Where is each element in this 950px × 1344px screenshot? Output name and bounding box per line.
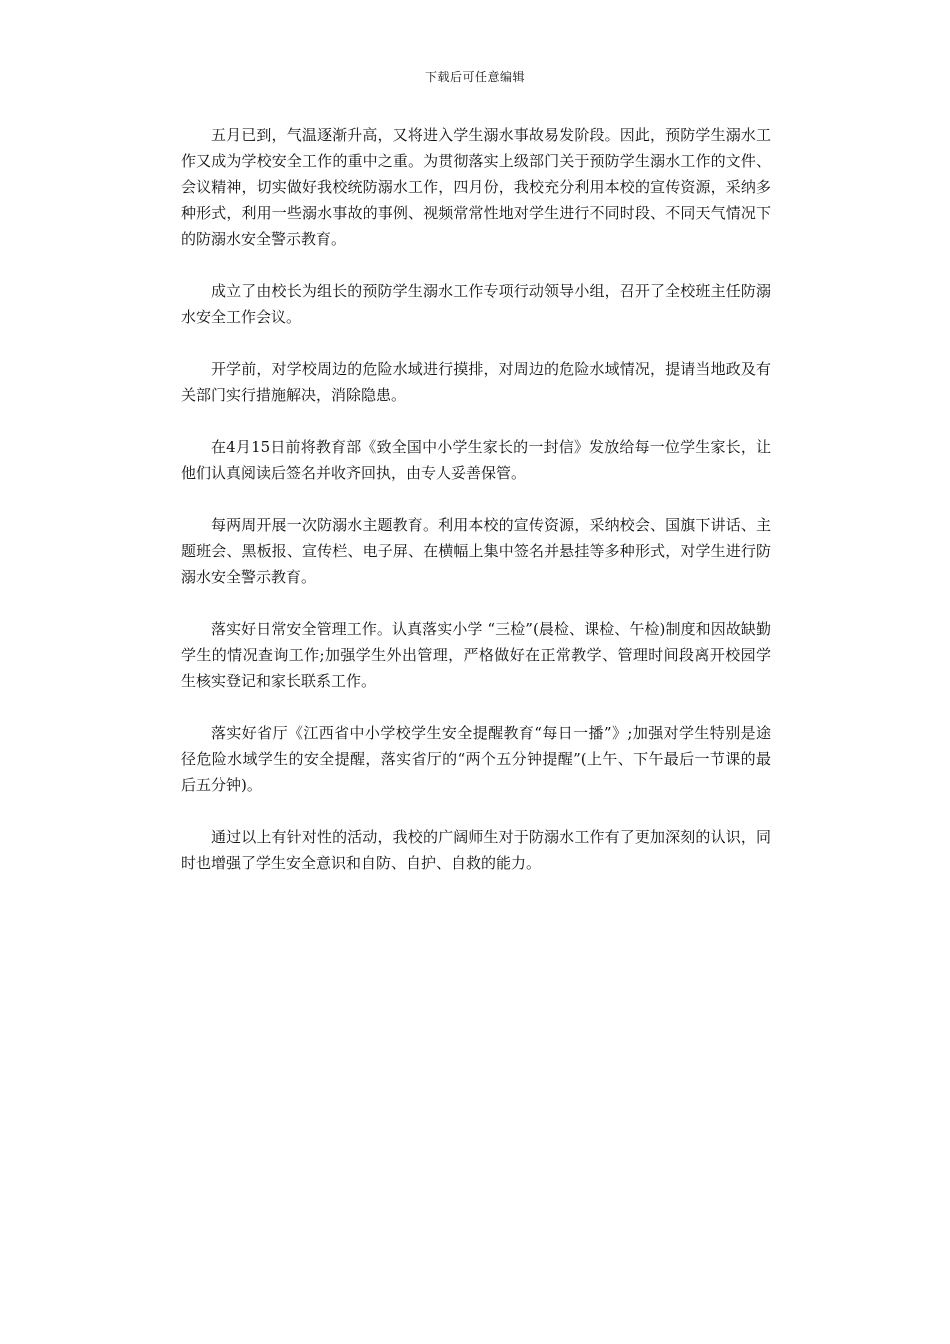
paragraph-theme-education: 每两周开展一次防溺水主题教育。利用本校的宣传资源，采纳校会、国旗下讲话、主题班会、黑板报、宣传栏、电子屏、在横幅上集中签名并悬挂等多种形式，对学生进行防溺水安全警示教育。 xyxy=(181,516,771,586)
paragraph-leadership-group: 成立了由校长为组长的预防学生溺水工作专项行动领导小组，召开了全校班主任防溺水安全工作会议。 xyxy=(181,282,771,326)
paragraph-conclusion: 通过以上有针对性的活动，我校的广阔师生对于防溺水工作有了更加深刻的认识，同时也增强了学生安全意识和自防、自护、自救的能力。 xyxy=(181,828,771,872)
download-editable-note: 下载后可任意编辑 xyxy=(424,70,525,84)
paragraph-daily-broadcast: 落实好省厅《江西省中小学校学生安全提醒教育“每日一播”》;加强对学生特别是途径危险水域学生的安全提醒，落实省厅的“两个五分钟提醒”(上午、下午最后一节课的最后五分钟)。 xyxy=(181,724,771,794)
paragraph-parent-letter: 在4月15日前将教育部《致全国中小学生家长的一封信》发放给每一位学生家长，让他们认真阅读后签名并收齐回执，由专人妥善保管。 xyxy=(181,438,771,482)
paragraph-water-survey: 开学前，对学校周边的危险水域进行摸排，对周边的危险水域情况，提请当地政及有关部门实行措施解决，消除隐患。 xyxy=(181,360,771,404)
paragraph-intro: 五月已到，气温逐渐升高，又将进入学生溺水事故易发阶段。因此，预防学生溺水工作又成为学校安全工作的重中之重。为贯彻落实上级部门关于预防学生溺水工作的文件、会议精神，切实做好我校统防溺水工作，四月份，我校充分利用本校的宣传资源，采纳多种形式，利用一些溺水事故的事例、视频常常性地对学生进行不同时段、不同天气情况下的防溺水安全警示教育。 xyxy=(181,126,771,248)
paragraph-daily-management: 落实好日常安全管理工作。认真落实小学 “三检”(晨检、课检、午检)制度和因故缺勤学生的情况查询工作;加强学生外出管理，严格做好在正常教学、管理时间段离开校园学生核实登记和家长联系工作。 xyxy=(181,620,771,690)
document-body xyxy=(181,122,771,902)
